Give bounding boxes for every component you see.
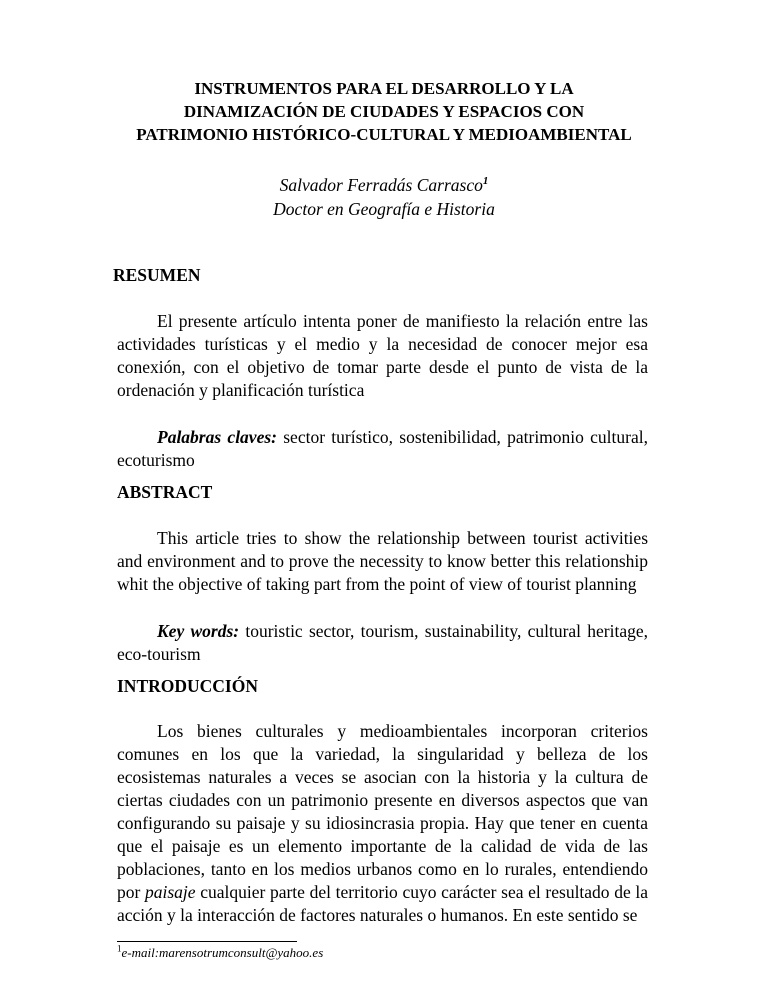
title-line-1: INSTRUMENTOS PARA EL DESARROLLO Y LA — [194, 79, 574, 98]
footnote-email: e-mail:marensotrumconsult@yahoo.es — [121, 945, 324, 960]
resumen-keywords — [117, 426, 648, 472]
abstract-section — [117, 527, 648, 666]
resumen-keywords-text: sector turístico, sostenibilidad, patrimonio cultural, ecoturismo — [117, 427, 648, 470]
author-affiliation: Doctor en Geografía e Historia — [273, 199, 495, 219]
footnote-divider — [117, 941, 297, 942]
author-block — [140, 173, 628, 221]
author-name: Salvador Ferradás Carrasco — [279, 175, 483, 195]
title-line-3: PATRIMONIO HISTÓRICO-CULTURAL Y MEDIOAMBIENTAL — [136, 125, 632, 144]
introduccion-italic-term: paisaje — [144, 882, 196, 902]
resumen-paragraph: El presente artículo intenta poner de manifiesto la relación entre las actividades turísticas y el medio y la necesidad de conocer mejor esa conexión, con el objetivo de tomar parte desde el punto de vista de la ordenación y planificación turística — [117, 311, 648, 400]
resumen-keywords-label: Palabras claves: — [157, 427, 277, 447]
introduccion-section — [117, 720, 648, 927]
author-line — [140, 173, 628, 197]
paper-title — [100, 77, 668, 146]
resumen-section — [117, 310, 648, 472]
resumen-heading: RESUMEN — [113, 265, 201, 285]
author-footnote-mark: 1 — [482, 175, 489, 188]
abstract-paragraph: This article tries to show the relationship between tourist activities and environment and to prove the necessity to know better this relationship whit the objective of taking part from the point of view of tourist planning — [117, 528, 648, 594]
introduccion-text-1: Los bienes culturales y medioambientales incorporan criterios comunes en los que la variedad, la singularidad y belleza de los ecosistemas naturales a veces se asocian con la historia y la cultura de ciertas ciudades con un patrimonio presente en diversos aspectos que van configurando su paisaje y su idiosincrasia propia. Hay que tener en cuenta que el paisaje es un elemento importante de la calidad de vida de las poblaciones, tanto en los medios urbanos como en lo rurales, entendiendo por — [117, 721, 648, 902]
abstract-keywords-text: touristic sector, tourism, sustainability, cultural heritage, eco-tourism — [117, 621, 649, 664]
footnote-mark: 1 — [117, 943, 122, 954]
introduccion-text-2: cualquier parte del territorio cuyo carácter sea el resultado de la acción y la interacción de factores naturales o humanos. En este sentido se — [117, 882, 649, 925]
introduccion-heading: INTRODUCCIÓN — [117, 676, 258, 696]
abstract-heading: ABSTRACT — [117, 482, 213, 502]
abstract-keywords — [117, 620, 648, 666]
introduccion-paragraph — [117, 720, 648, 927]
title-line-2: DINAMIZACIÓN DE CIUDADES Y ESPACIOS CON — [183, 102, 585, 121]
footnote — [117, 945, 323, 961]
abstract-keywords-label: Key words: — [157, 621, 240, 641]
